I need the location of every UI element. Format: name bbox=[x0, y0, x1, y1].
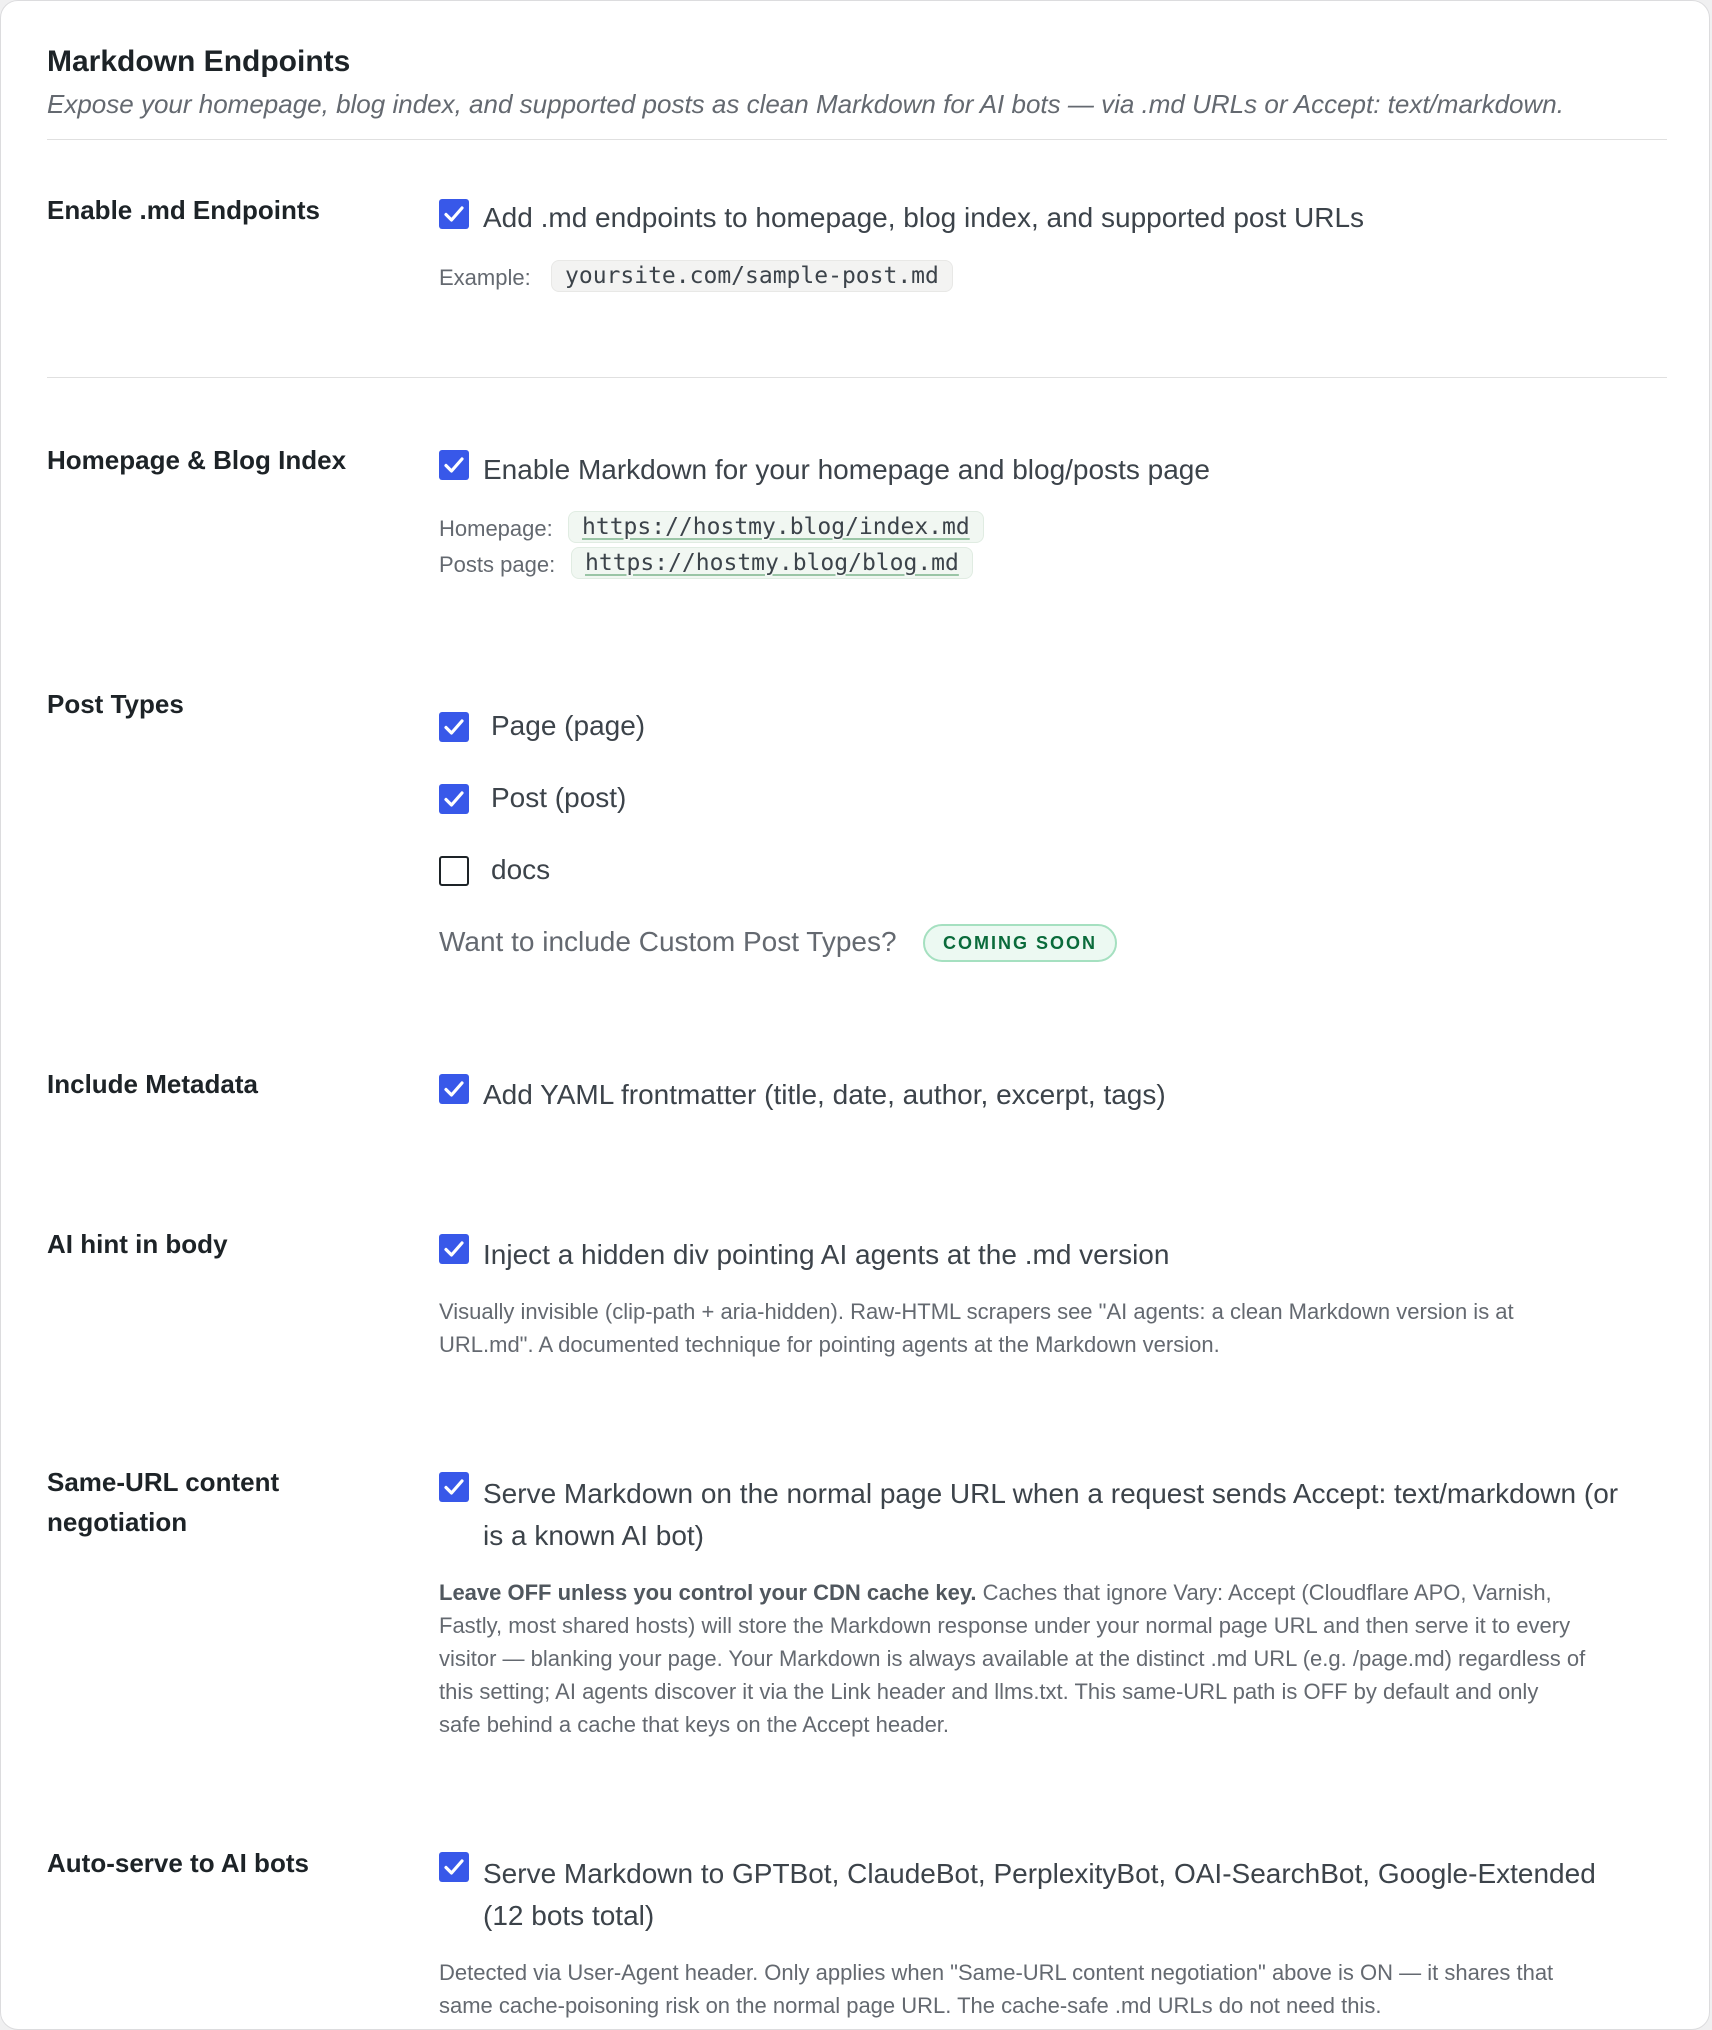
same-url-option-line: is a known AI bot) bbox=[483, 1520, 705, 1551]
checkmark-icon bbox=[442, 787, 466, 811]
posts-url-label: Posts page: bbox=[439, 552, 556, 577]
ai-hint-label: AI hint in body bbox=[47, 1229, 228, 1259]
section-divider bbox=[47, 377, 1667, 378]
cdn-warning: Leave OFF unless you control your CDN cache key. bbox=[439, 1580, 977, 1605]
page-subtitle: Expose your homepage, blog index, and supported posts as clean Markdown for AI bots — via .md URLs or Accept: text/markdown. bbox=[47, 89, 1564, 119]
checkmark-icon bbox=[442, 1475, 466, 1499]
example-url: yoursite.com/sample-post.md bbox=[551, 260, 953, 292]
same-url-desc-line bbox=[439, 1576, 1679, 1609]
auto-serve-desc-line: same cache-poisoning risk on the normal page URL. The cache-safe .md URLs do not need this. bbox=[439, 1993, 1382, 2018]
auto-serve-label: Auto-serve to AI bots bbox=[47, 1848, 309, 1878]
checkmark-icon bbox=[442, 1077, 466, 1101]
example-label: Example: bbox=[439, 265, 531, 290]
same-url-desc-rest: Caches that ignore Vary: Accept (Cloudflare APO, Varnish, bbox=[976, 1580, 1552, 1605]
header-divider bbox=[47, 139, 1667, 140]
same-url-desc-line: Fastly, most shared hosts) will store the Markdown response under your normal page URL and then serve it to every bbox=[439, 1613, 1571, 1638]
same-url-option-label bbox=[483, 1473, 1618, 1557]
ai-hint-description bbox=[439, 1295, 1669, 1361]
post-type-docs-label: docs bbox=[491, 854, 551, 885]
metadata-option-label: Add YAML frontmatter (title, date, author, excerpt, tags) bbox=[483, 1079, 1166, 1110]
homepage-blog-option-label: Enable Markdown for your homepage and blog/posts page bbox=[483, 454, 1210, 485]
same-url-label bbox=[47, 1462, 279, 1542]
same-url-description bbox=[439, 1576, 1679, 1741]
checkmark-icon bbox=[442, 1237, 466, 1261]
checkmark-icon bbox=[442, 715, 466, 739]
posts-md-link[interactable]: https://hostmy.blog/blog.md bbox=[571, 547, 973, 579]
enable-md-option-label: Add .md endpoints to homepage, blog index, and supported post URLs bbox=[483, 202, 1365, 233]
checkmark-icon bbox=[442, 453, 466, 477]
enable-md-label: Enable .md Endpoints bbox=[47, 195, 321, 225]
same-url-option-line: Serve Markdown on the normal page URL when a request sends Accept: text/markdown (or bbox=[483, 1478, 1619, 1509]
same-url-desc-line: visitor — blanking your page. Your Markdown is always available at the distinct .md URL (e.g. /page.md) regardless of bbox=[439, 1646, 1586, 1671]
ai-hint-checkbox[interactable] bbox=[439, 1234, 469, 1264]
same-url-checkbox[interactable] bbox=[439, 1472, 469, 1502]
same-url-label-line: negotiation bbox=[47, 1507, 188, 1537]
post-type-page-checkbox[interactable] bbox=[439, 712, 469, 742]
custom-post-types-text: Want to include Custom Post Types? bbox=[439, 926, 897, 957]
post-type-page-label: Page (page) bbox=[491, 710, 646, 741]
homepage-blog-label: Homepage & Blog Index bbox=[47, 445, 347, 475]
metadata-label: Include Metadata bbox=[47, 1069, 258, 1099]
same-url-label-line: Same-URL content bbox=[47, 1467, 280, 1497]
same-url-desc-line: this setting; AI agents discover it via the Link header and llms.txt. This same-URL path is OFF by default and only bbox=[439, 1679, 1539, 1704]
checkmark-icon bbox=[442, 202, 466, 226]
checkmark-icon bbox=[442, 1855, 466, 1879]
auto-serve-checkbox[interactable] bbox=[439, 1852, 469, 1882]
homepage-url-label: Homepage: bbox=[439, 516, 553, 541]
homepage-blog-checkbox[interactable] bbox=[439, 450, 469, 480]
metadata-checkbox[interactable] bbox=[439, 1074, 469, 1104]
post-type-post-checkbox[interactable] bbox=[439, 784, 469, 814]
ai-hint-desc-line: Visually invisible (clip-path + aria-hidden). Raw-HTML scrapers see "AI agents: a clean Markdown version is at bbox=[439, 1299, 1514, 1324]
same-url-desc-line: safe behind a cache that keys on the Accept header. bbox=[439, 1712, 950, 1737]
enable-md-checkbox[interactable] bbox=[439, 199, 469, 229]
auto-serve-option-line: Serve Markdown to GPTBot, ClaudeBot, PerplexityBot, OAI-SearchBot, Google-Extended bbox=[483, 1858, 1596, 1889]
post-type-post-label: Post (post) bbox=[491, 782, 627, 813]
auto-serve-description bbox=[439, 1956, 1679, 2022]
ai-hint-option-label: Inject a hidden div pointing AI agents at the .md version bbox=[483, 1239, 1170, 1270]
post-type-docs-checkbox[interactable] bbox=[439, 856, 469, 886]
auto-serve-option-label bbox=[483, 1853, 1596, 1937]
post-types-label: Post Types bbox=[47, 689, 184, 719]
coming-soon-badge: COMING SOON bbox=[923, 924, 1117, 962]
page-title: Markdown Endpoints bbox=[47, 45, 351, 78]
homepage-md-link[interactable]: https://hostmy.blog/index.md bbox=[568, 511, 984, 543]
ai-hint-desc-line: URL.md". A documented technique for pointing agents at the Markdown version. bbox=[439, 1332, 1220, 1357]
auto-serve-option-line: (12 bots total) bbox=[483, 1900, 655, 1931]
auto-serve-desc-line: Detected via User-Agent header. Only applies when "Same-URL content negotiation" above is ON — it shares that bbox=[439, 1960, 1554, 1985]
